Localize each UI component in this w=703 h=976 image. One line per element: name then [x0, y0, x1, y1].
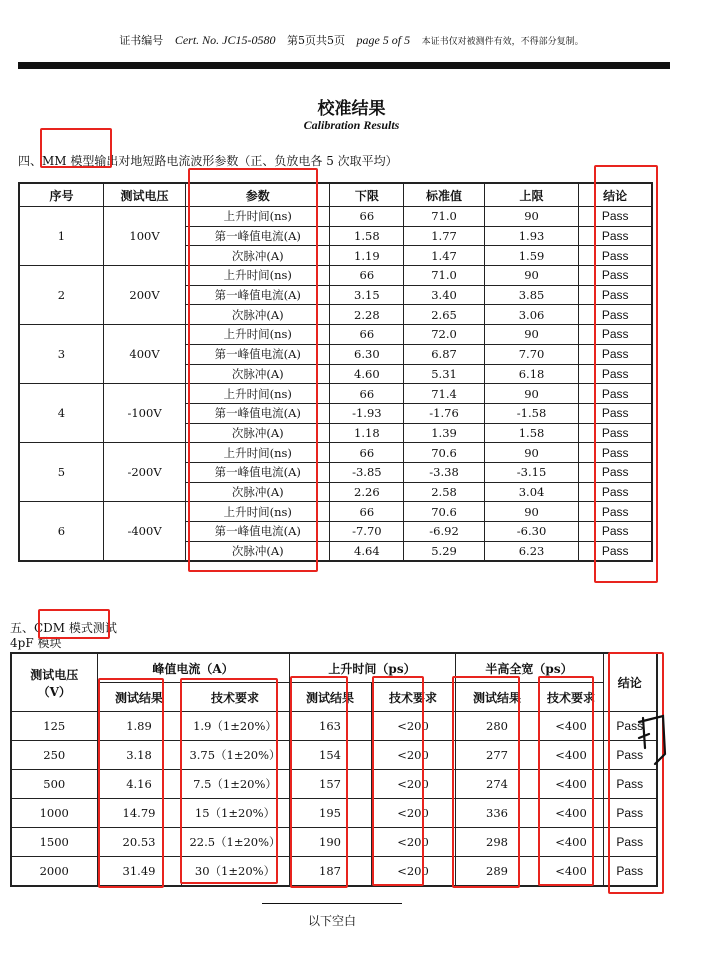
- mm-model-table: [18, 182, 653, 562]
- upper-limit: 7.70: [484, 344, 579, 364]
- page-header: [0, 32, 703, 48]
- conclusion: Pass: [579, 285, 652, 305]
- lower-limit: 66: [330, 502, 404, 522]
- parameter-name: 次脉冲(A): [186, 482, 330, 502]
- upper-limit: 90: [484, 502, 579, 522]
- conclusion: Pass: [603, 799, 657, 828]
- peak-current-requirement: 30（1±20%）: [181, 857, 289, 887]
- standard-value: 72.0: [404, 325, 484, 345]
- fwhm-result: 280: [455, 712, 539, 741]
- rise-time-result: 157: [289, 770, 371, 799]
- upper-limit: 90: [484, 266, 579, 286]
- row-number: 5: [19, 443, 103, 502]
- peak-current-requirement: 1.9（1±20%）: [181, 712, 289, 741]
- standard-value: 2.58: [404, 482, 484, 502]
- conclusion: Pass: [603, 770, 657, 799]
- standard-value: 1.39: [404, 423, 484, 443]
- conclusion: Pass: [579, 246, 652, 266]
- test-voltage: 1000: [11, 799, 97, 828]
- upper-limit: 3.85: [484, 285, 579, 305]
- rise-time-requirement: <200: [371, 828, 455, 857]
- conclusion: Pass: [579, 423, 652, 443]
- col-header: 测试电压: [103, 183, 185, 207]
- parameter-name: 第一峰值电流(A): [186, 344, 330, 364]
- peak-current-result: 3.18: [97, 741, 181, 770]
- test-voltage: 200V: [103, 266, 185, 325]
- col-header-result: 测试结果: [97, 683, 181, 712]
- conclusion: Pass: [603, 712, 657, 741]
- col-header: 下限: [330, 183, 404, 207]
- rise-time-requirement: <200: [371, 799, 455, 828]
- table-row: [19, 502, 652, 522]
- col-header-result: 测试结果: [289, 683, 371, 712]
- parameter-name: 上升时间(ns): [186, 325, 330, 345]
- lower-limit: 3.15: [330, 285, 404, 305]
- conclusion: Pass: [579, 325, 652, 345]
- standard-value: 71.4: [404, 384, 484, 404]
- fwhm-result: 277: [455, 741, 539, 770]
- cert-label: 证书编号: [119, 34, 164, 47]
- conclusion: Pass: [579, 502, 652, 522]
- upper-limit: 90: [484, 384, 579, 404]
- row-number: 3: [19, 325, 103, 384]
- standard-value: -3.38: [404, 462, 484, 482]
- conclusion: Pass: [579, 482, 652, 502]
- test-voltage: 250: [11, 741, 97, 770]
- peak-current-requirement: 3.75（1±20%）: [181, 741, 289, 770]
- rise-time-requirement: <200: [371, 770, 455, 799]
- rise-time-result: 190: [289, 828, 371, 857]
- fwhm-requirement: <400: [539, 828, 603, 857]
- upper-limit: 90: [484, 207, 579, 227]
- table-header-row: [11, 653, 657, 683]
- lower-limit: 1.58: [330, 226, 404, 246]
- page-number-en: page 5 of 5: [356, 33, 411, 47]
- rise-time-requirement: <200: [371, 712, 455, 741]
- parameter-name: 第一峰值电流(A): [186, 285, 330, 305]
- lower-limit: 1.19: [330, 246, 404, 266]
- parameter-name: 第一峰值电流(A): [186, 462, 330, 482]
- col-header-voltage-label: 测试电压: [30, 667, 79, 682]
- table-row: [19, 384, 652, 404]
- lower-limit: 66: [330, 384, 404, 404]
- fwhm-result: 336: [455, 799, 539, 828]
- test-voltage: -200V: [103, 443, 185, 502]
- parameter-name: 次脉冲(A): [186, 305, 330, 325]
- lower-limit: 66: [330, 266, 404, 286]
- col-header-requirement: 技术要求: [371, 683, 455, 712]
- standard-value: 70.6: [404, 443, 484, 463]
- standard-value: 71.0: [404, 266, 484, 286]
- conclusion: Pass: [579, 364, 652, 384]
- peak-current-requirement: 7.5（1±20%）: [181, 770, 289, 799]
- col-header-requirement: 技术要求: [539, 683, 603, 712]
- conclusion: Pass: [579, 462, 652, 482]
- parameter-name: 上升时间(ns): [186, 207, 330, 227]
- section5-heading: 五、CDM 模式测试: [10, 621, 117, 635]
- parameter-name: 第一峰值电流(A): [186, 403, 330, 423]
- cdm-table: [10, 652, 658, 887]
- col-header: 序号: [19, 183, 103, 207]
- peak-current-result: 14.79: [97, 799, 181, 828]
- standard-value: 2.65: [404, 305, 484, 325]
- parameter-name: 上升时间(ns): [186, 502, 330, 522]
- test-voltage: -100V: [103, 384, 185, 443]
- table-header-row: [19, 183, 652, 207]
- conclusion: Pass: [603, 828, 657, 857]
- table-row: [19, 443, 652, 463]
- col-header-conclusion: 结论: [603, 653, 657, 712]
- upper-limit: 6.23: [484, 541, 579, 561]
- parameter-name: 次脉冲(A): [186, 423, 330, 443]
- parameter-name: 次脉冲(A): [186, 364, 330, 384]
- parameter-name: 上升时间(ns): [186, 443, 330, 463]
- row-number: 2: [19, 266, 103, 325]
- peak-current-result: 31.49: [97, 857, 181, 887]
- upper-limit: -1.58: [484, 403, 579, 423]
- conclusion: Pass: [603, 857, 657, 887]
- standard-value: -6.92: [404, 522, 484, 542]
- conclusion: Pass: [579, 443, 652, 463]
- col-header-requirement: 技术要求: [181, 683, 289, 712]
- standard-value: -1.76: [404, 403, 484, 423]
- rise-time-requirement: <200: [371, 741, 455, 770]
- col-header-voltage-unit: （V）: [37, 684, 71, 699]
- test-voltage: 100V: [103, 207, 185, 266]
- fwhm-result: 289: [455, 857, 539, 887]
- parameter-name: 第一峰值电流(A): [186, 522, 330, 542]
- table-row: [11, 828, 657, 857]
- test-voltage: 500: [11, 770, 97, 799]
- rise-time-result: 195: [289, 799, 371, 828]
- table-subheader-row: [11, 683, 657, 712]
- test-voltage: 400V: [103, 325, 185, 384]
- peak-current-result: 1.89: [97, 712, 181, 741]
- peak-current-requirement: 15（1±20%）: [181, 799, 289, 828]
- lower-limit: 2.26: [330, 482, 404, 502]
- standard-value: 70.6: [404, 502, 484, 522]
- parameter-name: 上升时间(ns): [186, 266, 330, 286]
- rise-time-result: 187: [289, 857, 371, 887]
- test-voltage: 1500: [11, 828, 97, 857]
- col-header: 结论: [579, 183, 652, 207]
- col-header: 标准值: [404, 183, 484, 207]
- parameter-name: 上升时间(ns): [186, 384, 330, 404]
- upper-limit: 1.59: [484, 246, 579, 266]
- lower-limit: -1.93: [330, 403, 404, 423]
- peak-current-result: 20.53: [97, 828, 181, 857]
- conclusion: Pass: [579, 384, 652, 404]
- lower-limit: 1.18: [330, 423, 404, 443]
- upper-limit: -3.15: [484, 462, 579, 482]
- standard-value: 5.31: [404, 364, 484, 384]
- lower-limit: 2.28: [330, 305, 404, 325]
- conclusion: Pass: [579, 541, 652, 561]
- footer-rule: [262, 903, 402, 904]
- lower-limit: 6.30: [330, 344, 404, 364]
- table-row: [19, 325, 652, 345]
- parameter-name: 第一峰值电流(A): [186, 226, 330, 246]
- conclusion: Pass: [579, 344, 652, 364]
- row-number: 4: [19, 384, 103, 443]
- col-group-fwhm: 半高全宽（ps）: [455, 653, 603, 683]
- standard-value: 6.87: [404, 344, 484, 364]
- col-header: 上限: [484, 183, 579, 207]
- page-subtitle: Calibration Results: [303, 118, 400, 132]
- row-number: 6: [19, 502, 103, 562]
- table-row: [11, 712, 657, 741]
- lower-limit: -7.70: [330, 522, 404, 542]
- fwhm-result: 298: [455, 828, 539, 857]
- parameter-name: 次脉冲(A): [186, 246, 330, 266]
- fwhm-requirement: <400: [539, 857, 603, 887]
- rise-time-result: 154: [289, 741, 371, 770]
- test-voltage: 2000: [11, 857, 97, 887]
- conclusion: Pass: [579, 207, 652, 227]
- standard-value: 71.0: [404, 207, 484, 227]
- upper-limit: 3.06: [484, 305, 579, 325]
- col-group-peak: 峰值电流（A）: [97, 653, 289, 683]
- conclusion: Pass: [579, 305, 652, 325]
- parameter-name: 次脉冲(A): [186, 541, 330, 561]
- rise-time-result: 163: [289, 712, 371, 741]
- fwhm-requirement: <400: [539, 741, 603, 770]
- standard-value: 5.29: [404, 541, 484, 561]
- peak-current-requirement: 22.5（1±20%）: [181, 828, 289, 857]
- conclusion: Pass: [603, 741, 657, 770]
- footer-blank-note: 以下空白: [307, 914, 356, 928]
- lower-limit: 4.60: [330, 364, 404, 384]
- cert-number: Cert. No. JC15-0580: [174, 33, 276, 47]
- upper-limit: -6.30: [484, 522, 579, 542]
- table-row: [11, 857, 657, 887]
- page-number-cn: 第5页共5页: [286, 34, 345, 47]
- section4-heading: 四、MM 模型输出对地短路电流波形参数（正、负放电各 5 次取平均）: [18, 154, 398, 168]
- validity-note: 本证书仅对被测件有效，不得部分复制。: [421, 37, 584, 47]
- standard-value: 1.47: [404, 246, 484, 266]
- lower-limit: 66: [330, 325, 404, 345]
- col-header: 参数: [186, 183, 330, 207]
- lower-limit: 66: [330, 443, 404, 463]
- table-row: [19, 207, 652, 227]
- row-number: 1: [19, 207, 103, 266]
- peak-current-result: 4.16: [97, 770, 181, 799]
- col-group-rise: 上升时间（ps）: [289, 653, 455, 683]
- table-row: [11, 799, 657, 828]
- col-header-result: 测试结果: [455, 683, 539, 712]
- fwhm-result: 274: [455, 770, 539, 799]
- lower-limit: 66: [330, 207, 404, 227]
- conclusion: Pass: [579, 522, 652, 542]
- table-row: [11, 741, 657, 770]
- section5-subheading: 4pF 模块: [10, 636, 62, 650]
- lower-limit: 4.64: [330, 541, 404, 561]
- conclusion: Pass: [579, 226, 652, 246]
- conclusion: Pass: [579, 266, 652, 286]
- upper-limit: 6.18: [484, 364, 579, 384]
- table-row: [11, 770, 657, 799]
- handwritten-mark-icon: [635, 708, 671, 768]
- upper-limit: 1.58: [484, 423, 579, 443]
- table-row: [19, 266, 652, 286]
- standard-value: 1.77: [404, 226, 484, 246]
- fwhm-requirement: <400: [539, 770, 603, 799]
- fwhm-requirement: <400: [539, 712, 603, 741]
- fwhm-requirement: <400: [539, 799, 603, 828]
- upper-limit: 90: [484, 325, 579, 345]
- standard-value: 3.40: [404, 285, 484, 305]
- header-rule: [18, 62, 670, 69]
- test-voltage: 125: [11, 712, 97, 741]
- upper-limit: 3.04: [484, 482, 579, 502]
- test-voltage: -400V: [103, 502, 185, 562]
- page-title: 校准结果: [317, 99, 386, 119]
- col-header-voltage: [11, 653, 97, 712]
- upper-limit: 90: [484, 443, 579, 463]
- rise-time-requirement: <200: [371, 857, 455, 887]
- upper-limit: 1.93: [484, 226, 579, 246]
- conclusion: Pass: [579, 403, 652, 423]
- lower-limit: -3.85: [330, 462, 404, 482]
